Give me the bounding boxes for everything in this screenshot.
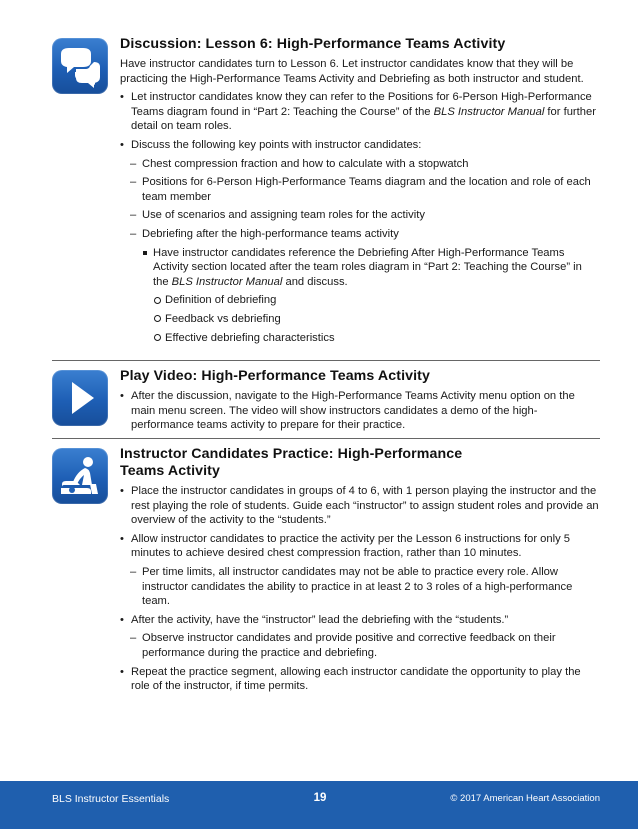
video-content	[120, 368, 600, 437]
footer-course-title: BLS Instructor Essentials	[52, 793, 170, 805]
bullet-item: • Let instructor candidates know they can refer to the Positions for 6-Person High-Performance Teams diagram found in “Part 2: Teaching the Course” of the BLS Instructor Manual for further detail on team roles.	[120, 90, 600, 134]
dash-item: – Observe instructor candidates and provide positive and corrective feedback on their performance during the practice and debriefing.	[120, 631, 600, 660]
bullet-item: • Discuss the following key points with instructor candidates:	[120, 138, 600, 153]
bullet-item: • After the activity, have the “instructor” lead the debriefing with the “students.”	[120, 613, 600, 628]
circle-bullet-item: Effective debriefing characteristics	[120, 331, 600, 346]
practice-content	[120, 446, 600, 698]
circle-bullet-item: Definition of debriefing	[120, 293, 600, 308]
dash-item: – Positions for 6-Person High-Performance Teams diagram and the location and role of each team member	[120, 175, 600, 204]
paragraph: Have instructor candidates turn to Lesson 6. Let instructor candidates know that they will be practicing the High-Performance Teams Activity and Debriefing as both instructor and student.	[120, 58, 584, 85]
bullet-item: • Repeat the practice segment, allowing each instructor candidate the opportunity to play the role of the instructor, if time permits.	[120, 665, 600, 694]
bullet-item: • Place the instructor candidates in groups of 4 to 6, with 1 person playing the instructor and the rest playing the role of students. Guide each “instructor” to assign student roles and provide an overview of the activity to the “students.”	[120, 484, 600, 528]
bullet-item: • Allow instructor candidates to practice the activity per the Lesson 6 instructions for only 5 minutes to achieve desired chest compression fraction, rather than 10 minutes.	[120, 532, 600, 561]
dash-item: – Debriefing after the high-performance teams activity	[120, 227, 600, 242]
footer-copyright: © 2017 American Heart Association	[450, 793, 600, 804]
square-bullet-item: Have instructor candidates reference the Debriefing After High-Performance Teams Activity section located after the team roles diagram in “Part 2: Teaching the Course” in the BLS Instructor Manual and discuss.	[120, 246, 600, 290]
section-divider	[52, 360, 600, 361]
section-title: Play Video: High-Performance Teams Activity	[120, 368, 430, 384]
page-footer	[0, 781, 638, 829]
speech-bubbles-icon	[52, 38, 108, 94]
section-title	[120, 446, 600, 480]
page-number: 19	[313, 792, 327, 804]
title-line: Instructor Candidates Practice: High-Performance	[120, 446, 463, 462]
cpr-practice-icon	[52, 448, 108, 504]
dash-item: – Chest compression fraction and how to calculate with a stopwatch	[120, 157, 600, 172]
bullet-item: • After the discussion, navigate to the High-Performance Teams Activity menu option on the main menu screen. The video will show instructors candidates a demo of the high-performance teams activity to prepare for their practice.	[120, 389, 600, 433]
circle-bullet-item: Feedback vs debriefing	[120, 312, 600, 327]
play-icon	[52, 370, 108, 426]
discussion-content	[120, 36, 600, 349]
dash-item: – Per time limits, all instructor candidates may not be able to practice every role. Allow instructor candidates the ability to practice in at least 2 to 3 roles of a high-performance team.	[120, 565, 600, 609]
section-title: Discussion: Lesson 6: High-Performance Teams Activity	[120, 36, 506, 52]
section-divider	[52, 438, 600, 439]
title-line: Teams Activity	[120, 463, 220, 479]
dash-item: – Use of scenarios and assigning team roles for the activity	[120, 208, 600, 223]
